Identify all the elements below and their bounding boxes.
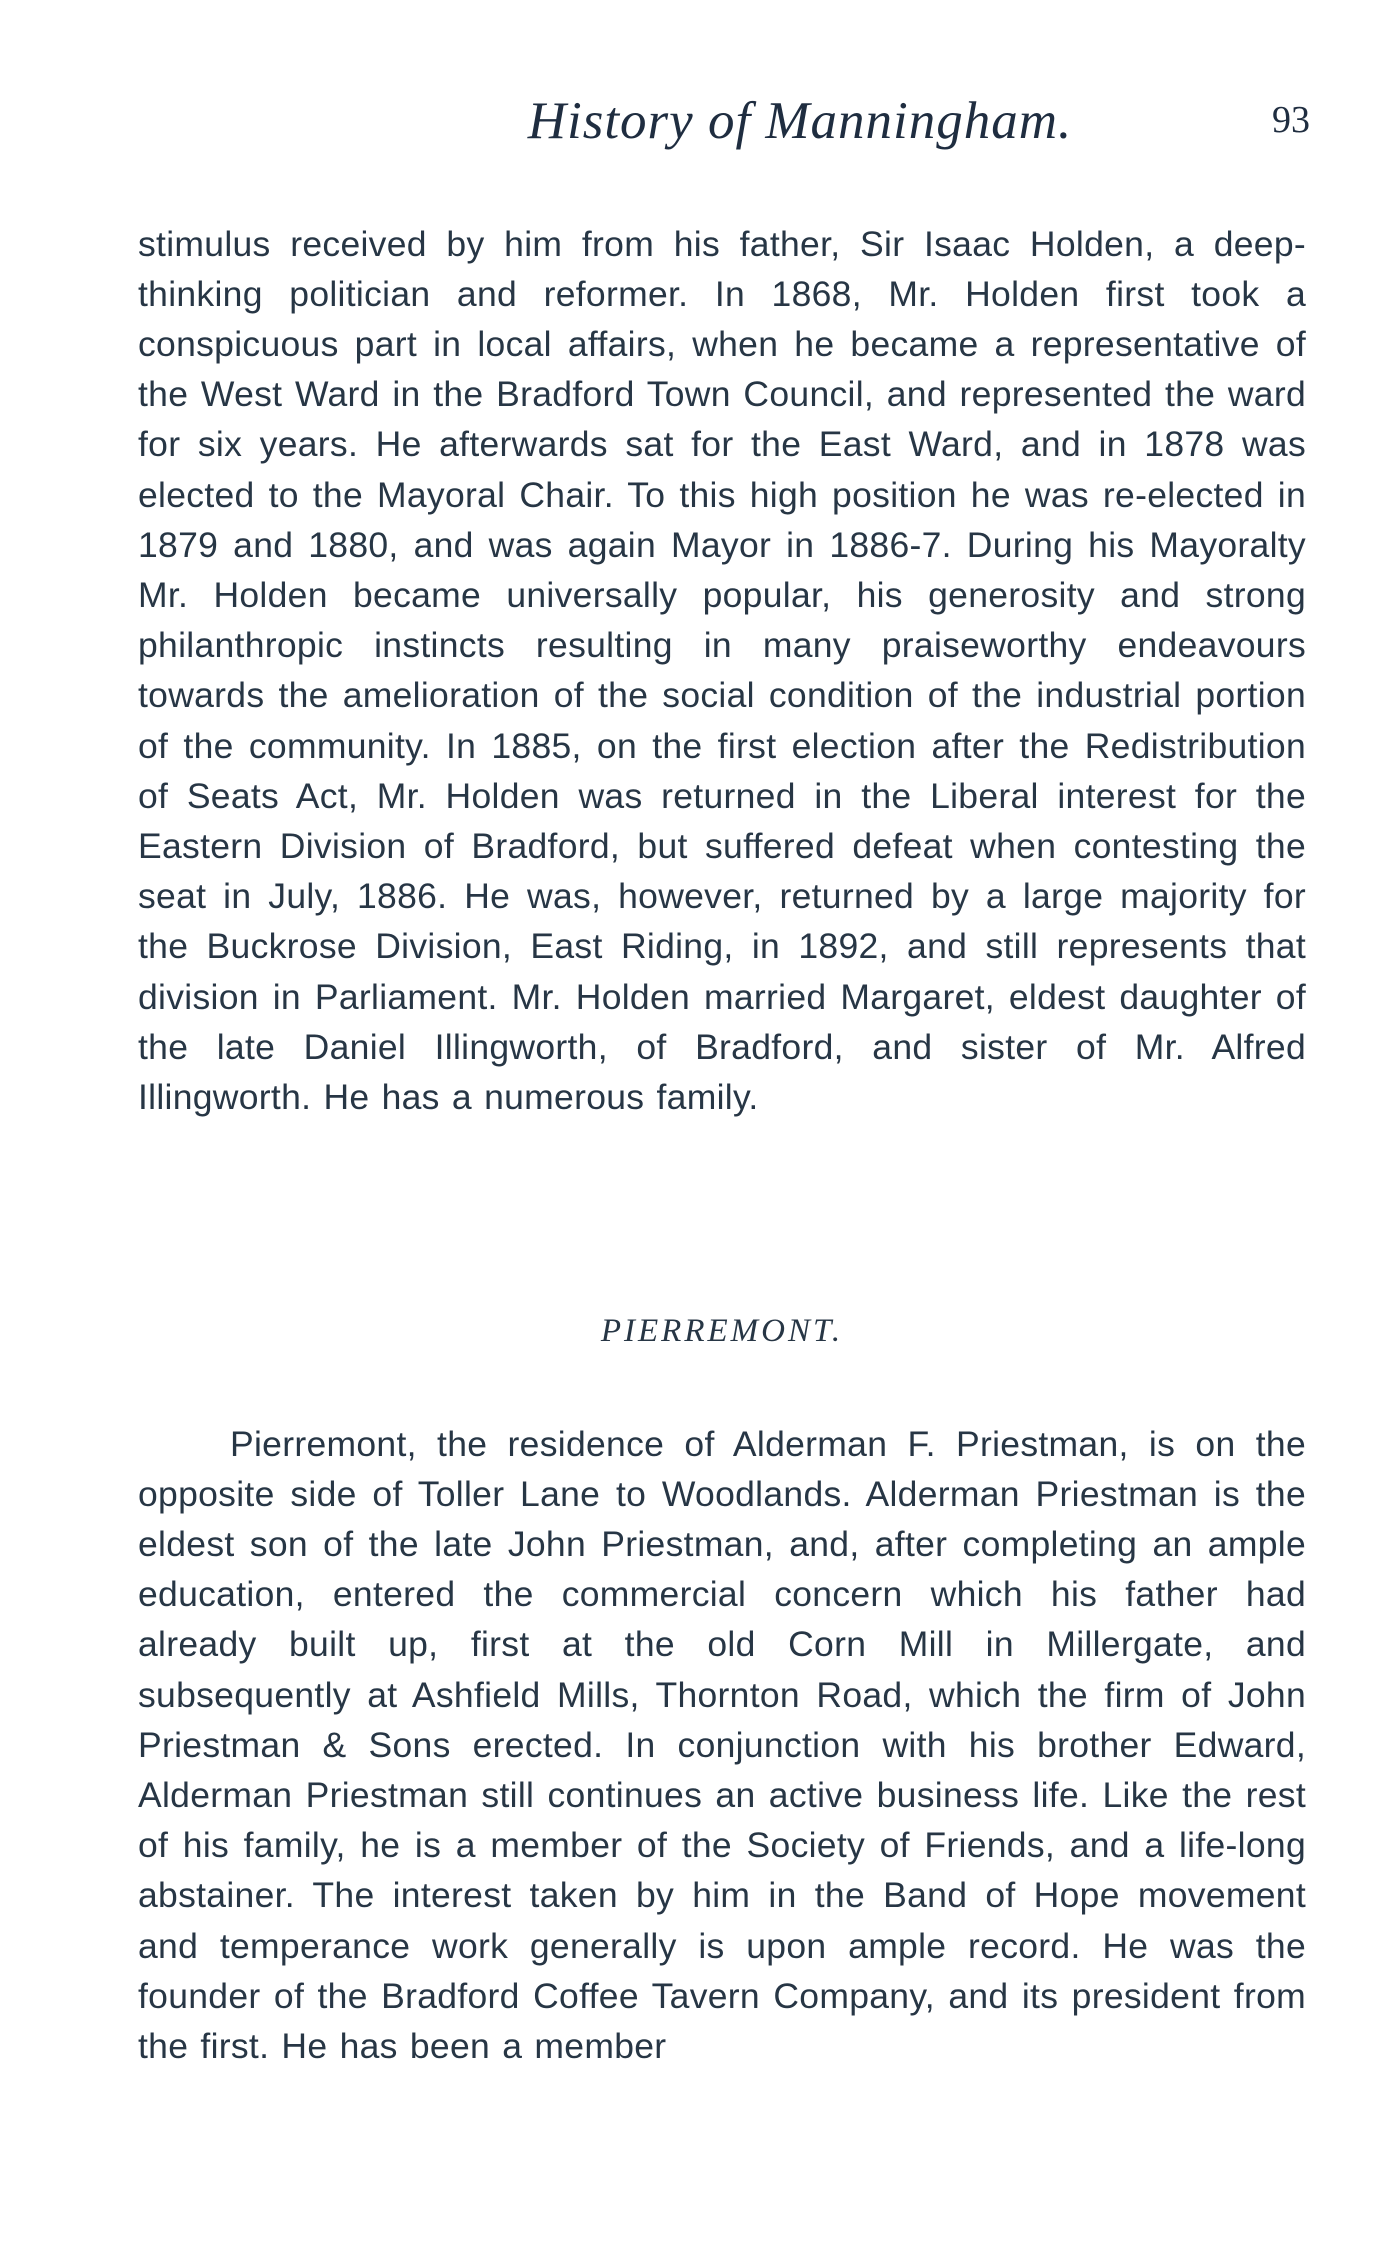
paragraph-holden-biography: stimulus received by him from his father, Sir Isaac Holden, a deep-thinking politician and reformer. In 1868, Mr. Holden first took a conspicuous part in local affairs, when he became a representative of the West Ward in the Bradford Town Council, and represented the ward for six years. He afterwards sat for the East Ward, and in 1878 was elected to the Mayoral Chair. To this high position he was re-elected in 1879 and 1880, and was again Mayor in 1886-7. During his Mayoralty Mr. Holden became universally popular, his generosity and strong philanthropic instincts resulting in many praiseworthy endeavours towards the amelioration of the social condition of the industrial portion of the community. In 1885, on the first election after the Redistribution of Seats Act, Mr. Holden was returned in the Liberal interest for the Eastern Division of Bradford, but suffered defeat when contesting the seat in July, 1886. He was, however, returned by a large majority for the Buckrose Division, East Riding, in 1892, and still represents that division in Parliament. Mr. Holden married Margaret, eldest daughter of the late Daniel Illingworth, of Bradford, and sister of Mr. Alfred Illingworth. He has a numerous family. [138, 223, 1306, 1117]
running-title: History of Manningham. [527, 92, 1073, 150]
page-number: 93 [1272, 99, 1310, 141]
section-heading-pierremont: PIERREMONT. [600, 1313, 844, 1349]
paragraph-pierremont: Pierremont, the residence of Alderman F. Priestman, is on the opposite side of Toller Lane to Woodlands. Alderman Priestman is the eldest son of the late John Priestman, and, after completing an ample education, entered the commercial concern which his father had already built up, first at the old Corn Mill in Millergate, and subsequently at Ashfield Mills, Thornton Road, which the firm of John Priestman & Sons erected. In conjunction with his brother Edward, Alderman Priestman still continues an active business life. Like the rest of his family, he is a member of the Society of Friends, and a life-long abstainer. The interest taken by him in the Band of Hope movement and temperance work generally is upon ample record. He was the founder of the Bradford Coffee Tavern Company, and its president from the first. He has been a member [138, 1423, 1306, 2066]
running-head [140, 86, 1310, 156]
